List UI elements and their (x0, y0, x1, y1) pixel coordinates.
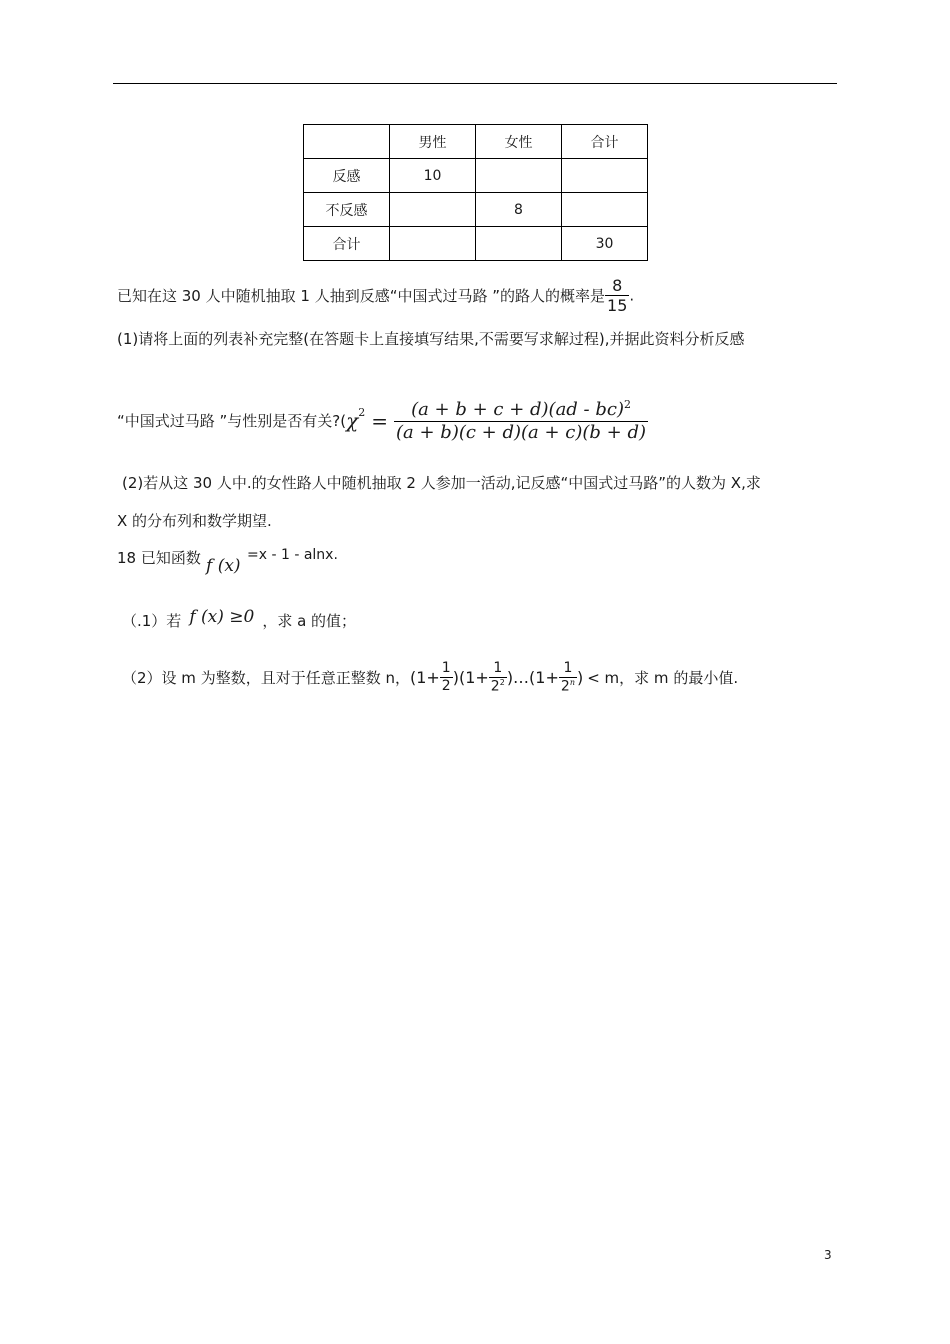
table-row (304, 193, 648, 227)
table-cell: 不反感 (304, 193, 390, 227)
table-row (304, 227, 648, 261)
table-cell (476, 227, 562, 261)
q18-part2-lead: （2）设 m 为整数，且对于任意正整数 n， (122, 669, 410, 688)
contingency-table (303, 124, 648, 261)
q18-title (117, 547, 201, 568)
fraction-denominator (489, 678, 507, 695)
formula-denominator: (a + b)(c + d)(a + c)(b + d) (396, 421, 647, 443)
table-cell: 反感 (304, 159, 390, 193)
table-cell: 男性 (390, 125, 476, 159)
table-cell: 8 (476, 193, 562, 227)
product-close: ) (576, 668, 584, 688)
fraction-numerator: 1 (489, 660, 507, 678)
q18-part1-condition: f (x) ≥0 (189, 607, 255, 627)
chi-square-fraction (394, 398, 648, 443)
formula-numerator-text: (a + b + c + d)(ad - bc) (411, 399, 624, 420)
product-open: (1+ (409, 668, 440, 688)
q18-title-text: 18 已知函数 (117, 549, 201, 567)
fraction-numerator: 1 (559, 660, 577, 678)
q18-part1-lead: （.1）若 (122, 612, 182, 630)
product-fraction-3 (559, 660, 577, 695)
table-cell (562, 159, 648, 193)
fraction-numerator: 1 (441, 660, 451, 677)
table-cell (390, 227, 476, 261)
table-cell (476, 159, 562, 193)
table-header-row (304, 125, 648, 159)
q18-fx: f (x) (206, 556, 241, 576)
table-cell: 30 (562, 227, 648, 261)
table-cell (304, 125, 390, 159)
denominator-base: 2 (560, 678, 570, 695)
q18-definition: =x - 1 - alnx. (247, 547, 338, 563)
denominator-base: 2 (490, 678, 500, 695)
denominator-exp: n (569, 677, 575, 687)
q18-part2 (122, 660, 738, 695)
product-middle-2: )…(1+ (506, 668, 559, 688)
equals-sign: = (371, 408, 389, 433)
q18-part2-tail: < m，求 m 的最小值. (587, 669, 739, 688)
fraction-denominator (559, 678, 577, 695)
chi-exponent: 2 (358, 406, 366, 420)
fraction-denominator: 15 (607, 296, 628, 316)
q17-part2-line2: X 的分布列和数学期望. (117, 512, 272, 530)
table-cell: 女性 (476, 125, 562, 159)
q17-part1-line2-text: “中国式过马路 ”与性别是否有关?( (117, 412, 347, 431)
product-fraction-2 (489, 660, 507, 695)
q17-part2-line1: (2)若从这 30 人中.的女性路人中随机抽取 2 人参加一活动,记反感“中国式过马路”的人数为 X,求 (122, 474, 761, 492)
q17-intro-text: 已知在这 30 人中随机抽取 1 人抽到反感“中国式过马路 ”的路人的概率是 (117, 287, 606, 306)
table-cell: 合计 (562, 125, 648, 159)
header-rule (113, 83, 837, 84)
q17-intro-end: . (629, 286, 635, 305)
table-cell: 10 (390, 159, 476, 193)
chi-symbol: χ (346, 408, 359, 433)
table-cell (390, 193, 476, 227)
table-row (304, 159, 648, 193)
formula-numerator (394, 398, 648, 422)
q17-part1-line1: (1)请将上面的列表补充完整(在答题卡上直接填写结果,不需要写求解过程),并据此资料分析反感 (117, 330, 745, 348)
page-number: 3 (824, 1248, 832, 1262)
q18-part1-tail: ，求 a 的值； (262, 612, 357, 630)
table-cell: 合计 (304, 227, 390, 261)
product-middle-1: )(1+ (452, 668, 489, 688)
fraction-denominator: 2 (441, 678, 451, 695)
q17-intro (117, 276, 634, 315)
table-cell (562, 193, 648, 227)
product-fraction-1 (440, 660, 453, 695)
fraction-numerator: 8 (605, 276, 629, 296)
probability-fraction (605, 276, 629, 315)
denominator-exp: 2 (499, 677, 505, 687)
q17-part1-line2 (117, 398, 648, 443)
formula-numerator-exp: 2 (623, 398, 631, 411)
q18-part1 (122, 607, 357, 631)
